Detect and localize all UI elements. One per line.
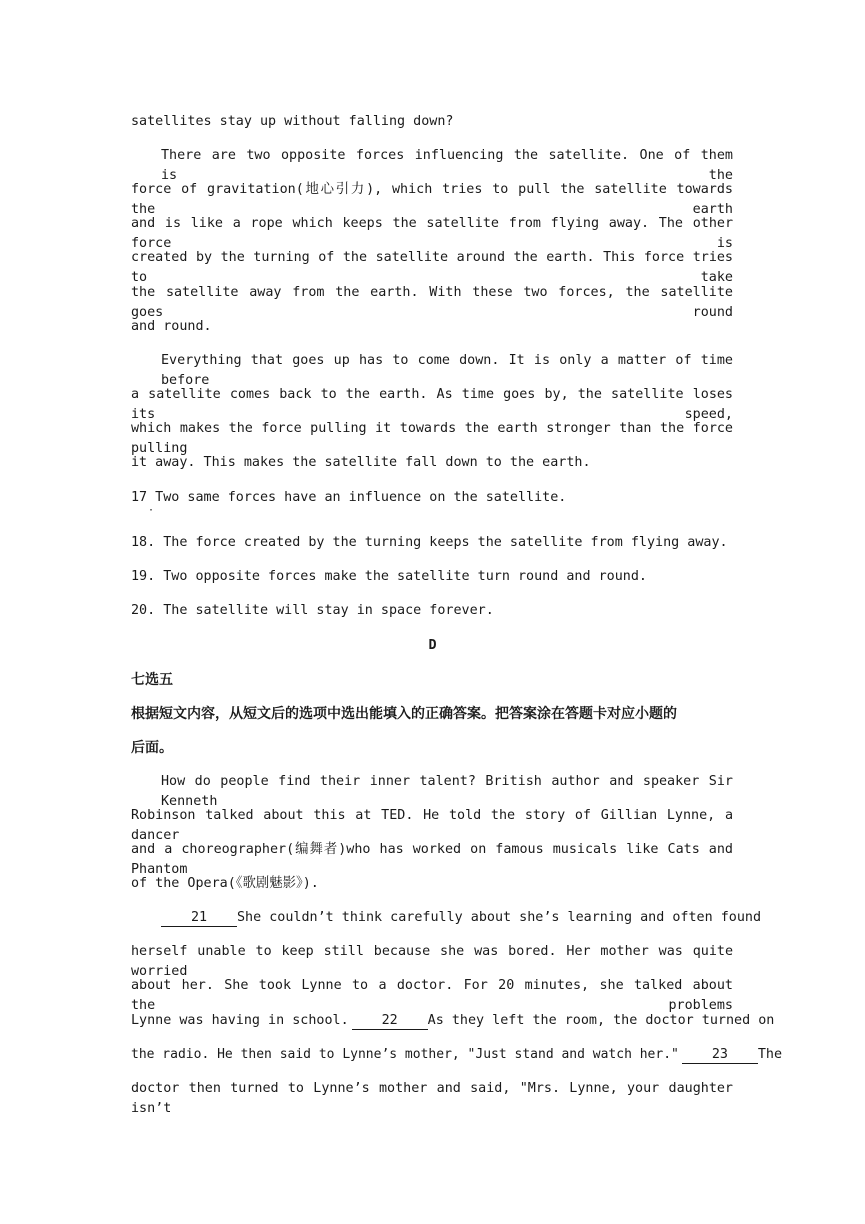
- passage-c-line: and is like a rope which keeps the satellite from flying away. The other force is: [131, 216, 733, 251]
- passage-c-line: it away. This makes the satellite fall down to the earth.: [131, 455, 591, 470]
- passage-d-text: As they left the room, the doctor turned on: [427, 1013, 775, 1028]
- passage-d-line: [131, 1045, 783, 1065]
- passage-d-line: herself unable to keep still because she was bored. Her mother was quite worried: [131, 944, 733, 979]
- section-letter: D: [428, 638, 437, 653]
- passage-c-line: force of gravitation(地心引力), which tries to pull the satellite towards the earth: [131, 182, 733, 217]
- question-20: 20. The satellite will stay in space forever.: [131, 603, 494, 618]
- passage-d-line: [161, 908, 762, 928]
- question-17: 17 Two same forces have an influence on the satellite.: [131, 490, 567, 505]
- passage-d-line: of the Opera(《歌剧魅影》).: [131, 876, 319, 891]
- passage-c-line: Everything that goes up has to come down. It is only a matter of time before: [161, 353, 733, 388]
- question-17-dot: ·: [148, 505, 155, 516]
- passage-c-line: the satellite away from the earth. With these two forces, the satellite goes round: [131, 285, 733, 320]
- passage-c-line: which makes the force pulling it towards the earth stronger than the force pulling: [131, 421, 733, 456]
- blank-22[interactable]: 22: [352, 1013, 428, 1030]
- question-18: 18. The force created by the turning keeps the satellite from flying away.: [131, 535, 728, 550]
- passage-d-text: She couldn’t think carefully about she’s learning and often found: [237, 910, 762, 925]
- passage-c-line: created by the turning of the satellite around the earth. This force tries to take: [131, 250, 733, 285]
- passage-d-line: about her. She took Lynne to a doctor. For 20 minutes, she talked about the problems: [131, 978, 733, 1013]
- passage-d-line: doctor then turned to Lynne’s mother and said, "Mrs. Lynne, your daughter isn’t: [131, 1081, 733, 1116]
- passage-c-line: satellites stay up without falling down?: [131, 114, 454, 129]
- blank-21[interactable]: 21: [161, 910, 237, 927]
- blank-23[interactable]: 23: [682, 1047, 758, 1064]
- section-heading: 七选五: [131, 672, 173, 688]
- passage-d-line: Robinson talked about this at TED. He told the story of Gillian Lynne, a dancer: [131, 808, 733, 843]
- question-19: 19. Two opposite forces make the satellite turn round and round.: [131, 569, 647, 584]
- passage-c-line: a satellite comes back to the earth. As time goes by, the satellite loses its speed,: [131, 387, 733, 422]
- passage-d-text: Lynne was having in school.: [131, 1013, 349, 1028]
- passage-c-line: and round.: [131, 319, 212, 334]
- passage-d-line: and a choreographer(编舞者)who has worked on famous musicals like Cats and Phantom: [131, 842, 733, 877]
- passage-d-text: The: [757, 1047, 783, 1062]
- section-instruction: 根据短文内容，从短文后的选项中选出能填入的正确答案。把答案涂在答题卡对应小题的: [131, 706, 677, 722]
- passage-d-line: How do people find their inner talent? British author and speaker Sir Kenneth: [161, 774, 733, 809]
- passage-c-line: There are two opposite forces influencing the satellite. One of them is the: [161, 148, 733, 183]
- passage-d-text: the radio. He then said to Lynne’s mother, "Just stand and watch her.": [131, 1047, 679, 1062]
- section-instruction: 后面。: [131, 740, 173, 756]
- passage-d-line: [131, 1011, 775, 1031]
